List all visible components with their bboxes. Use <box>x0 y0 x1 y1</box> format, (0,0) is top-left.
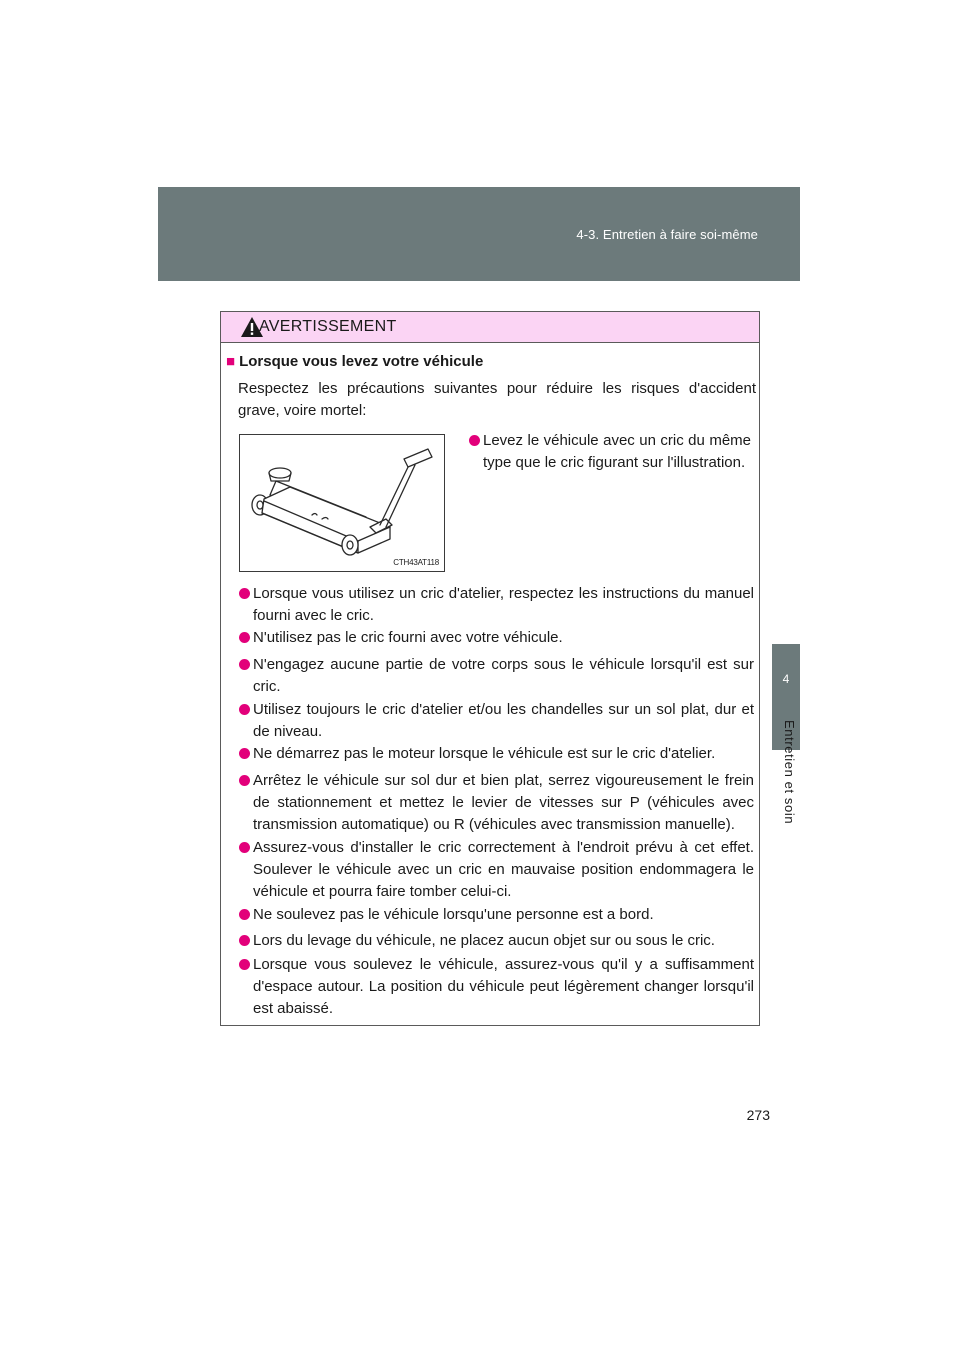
list-item <box>239 654 754 698</box>
list-item-text: Assurez-vous d'installer le cric correctement à l'endroit prévu à cet effet. Soulever le véhicule avec un cric en mauvaise position endommagera le véhicule et pourra faire tomber celui-ci. <box>253 839 754 900</box>
bullet-dot-icon <box>239 775 250 786</box>
list-item <box>239 583 754 627</box>
list-item <box>239 930 754 952</box>
list-item-text: Ne démarrez pas le moteur lorsque le véhicule est sur le cric d'atelier. <box>253 745 716 762</box>
list-item-text: Arrêtez le véhicule sur sol dur et bien plat, serrez vigoureusement le frein de stationnement et mettez le levier de vitesses sur P (véhicules avec transmission automatique) ou R (véhicules avec transmission manuelle). <box>253 772 754 833</box>
list-item <box>239 627 754 649</box>
list-item <box>239 954 754 1020</box>
section-title: 4-3. Entretien à faire soi-même <box>576 227 758 242</box>
bullet-dot-icon <box>239 704 250 715</box>
warning-heading <box>226 353 483 370</box>
list-item-text: N'utilisez pas le cric fourni avec votre véhicule. <box>253 629 563 646</box>
bullet-dot-icon <box>239 588 250 599</box>
page-number: 273 <box>746 1107 770 1123</box>
list-item-text: Lorsque vous soulevez le véhicule, assurez-vous qu'il y a suffisamment d'espace autour. La position du véhicule peut légèrement changer lorsqu'il est abaissé. <box>253 956 754 1017</box>
figure-code: CTH43AT118 <box>393 558 439 567</box>
warning-heading-text: Lorsque vous levez votre véhicule <box>239 353 484 370</box>
figure-bullet <box>469 430 751 474</box>
list-item-text: Ne soulevez pas le véhicule lorsqu'une personne est a bord. <box>253 906 654 923</box>
list-item-text: Lors du levage du véhicule, ne placez aucun objet sur ou sous le cric. <box>253 932 715 949</box>
jack-illustration <box>239 434 445 572</box>
square-bullet-icon: ■ <box>226 353 236 370</box>
list-item <box>239 904 754 926</box>
chapter-header-band <box>158 187 800 281</box>
list-item-text: Utilisez toujours le cric d'atelier et/ou les chandelles sur un sol plat, dur et de niveau. <box>253 701 754 740</box>
bullet-dot-icon <box>239 935 250 946</box>
bullet-dot-icon <box>239 748 250 759</box>
chapter-number: 4 <box>782 672 790 686</box>
figure-bullet-text: Levez le véhicule avec un cric du même type que le cric figurant sur l'illustration. <box>483 432 751 471</box>
list-item <box>239 699 754 743</box>
list-item <box>239 837 754 903</box>
list-item <box>239 743 754 765</box>
bullet-dot-icon <box>239 909 250 920</box>
list-item-text: Lorsque vous utilisez un cric d'atelier, respectez les instructions du manuel fourni avec le cric. <box>253 585 754 624</box>
warning-intro: Respectez les précautions suivantes pour réduire les risques d'accident grave, voire mortel: <box>238 380 756 419</box>
chapter-label: Entretien et soin <box>782 720 797 825</box>
bullet-dot-icon <box>239 659 250 670</box>
bullet-dot-icon <box>469 435 480 446</box>
list-item-text: N'engagez aucune partie de votre corps sous le véhicule lorsqu'il est sur cric. <box>253 656 754 695</box>
warning-box <box>220 311 760 1026</box>
bullet-dot-icon <box>239 632 250 643</box>
warning-title: AVERTISSEMENT <box>259 318 397 335</box>
list-item <box>239 770 754 836</box>
bullet-dot-icon <box>239 842 250 853</box>
bullet-dot-icon <box>239 959 250 970</box>
floor-jack-icon <box>240 435 444 571</box>
